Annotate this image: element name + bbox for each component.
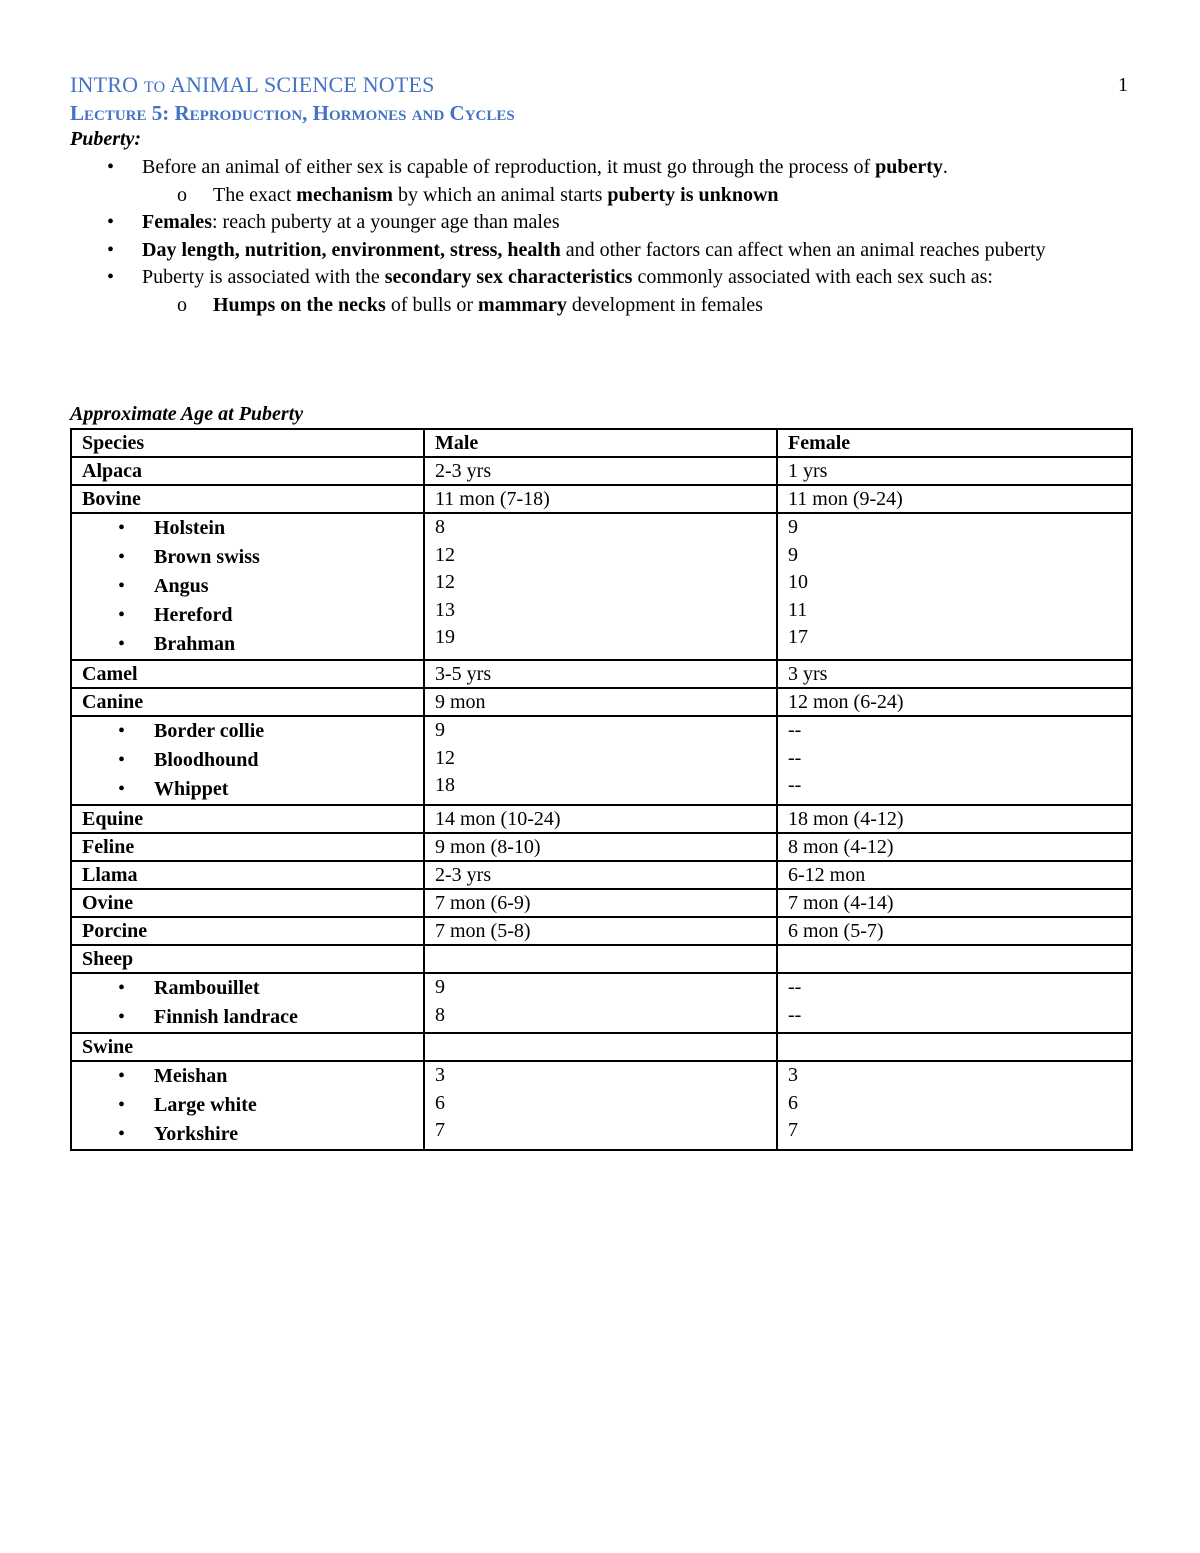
bullet-icon: • [107, 266, 115, 288]
female-age-cell: 7 mon (4-14) [777, 889, 1132, 917]
breed-name: • Holstein [118, 514, 413, 543]
bullet-text: Before an animal of either sex is capable of reproduction, it must go through the process of [142, 156, 876, 178]
breed-female-value: -- [788, 1003, 802, 1026]
breed-male-value: 8 [435, 516, 445, 538]
bullet-bold: Day length, nutrition, environment, stress, health [142, 238, 561, 261]
bullet-bold: Females [142, 211, 212, 233]
document-title [70, 72, 435, 98]
breed-name: • Hereford [118, 601, 413, 630]
breed-female-value: -- [788, 774, 802, 796]
table-row [71, 688, 1132, 716]
puberty-age-table [70, 428, 1133, 1151]
bullet-icon: • [118, 604, 126, 626]
breed-name: • Bloodhound [118, 746, 413, 775]
breed-male-value: 6 [435, 1091, 445, 1114]
column-header-female: Female [777, 429, 1132, 457]
breed-group-row [71, 716, 1132, 805]
bullet-bold: puberty is unknown [607, 183, 779, 206]
bullet-text: by which an animal starts [392, 183, 608, 206]
breed-male-value: 8 [435, 1003, 445, 1026]
table-row [71, 457, 1132, 485]
bullet-bold: puberty [875, 156, 943, 178]
bullet-bold: mechanism [296, 183, 393, 206]
species-cell: Swine [71, 1033, 424, 1061]
breed-female-value: -- [788, 719, 802, 741]
bullet-bold: secondary sex characteristics [384, 266, 633, 288]
bullet-item [70, 237, 1140, 265]
breed-name: • Border collie [118, 717, 413, 746]
title-rest: ANIMAL SCIENCE NOTES [169, 72, 435, 97]
table-row [71, 805, 1132, 833]
breed-group-row [71, 973, 1132, 1033]
breed-name: • Meishan [118, 1062, 413, 1091]
bullet-icon: • [118, 1094, 126, 1116]
breed-names-cell [71, 716, 424, 805]
bullet-item [70, 209, 1140, 237]
female-age-cell: 18 mon (4-12) [777, 805, 1132, 833]
title-to: TO [143, 79, 166, 96]
male-age-cell: 2-3 yrs [424, 861, 777, 889]
column-header-species: Species [71, 429, 424, 457]
bullet-icon: • [118, 749, 126, 771]
male-age-cell: 14 mon (10-24) [424, 805, 777, 833]
table-row [71, 889, 1132, 917]
bullet-icon: • [118, 1006, 126, 1028]
bullet-icon: • [118, 517, 126, 539]
table-row [71, 945, 1132, 973]
breed-male-value: 13 [435, 598, 455, 621]
breed-male-value: 3 [435, 1064, 445, 1086]
species-cell: Canine [71, 688, 424, 716]
breed-male-value: 9 [435, 719, 445, 741]
breed-male-cell [424, 1061, 777, 1150]
breed-male-value: 7 [435, 1119, 445, 1141]
male-age-cell: 11 mon (7-18) [424, 485, 777, 513]
bullet-text: : reach puberty at a younger age than males [211, 211, 560, 233]
breed-male-value: 18 [435, 774, 455, 796]
table-row [71, 833, 1132, 861]
species-cell: Feline [71, 833, 424, 861]
breed-male-value: 12 [435, 543, 455, 566]
table-body [71, 429, 1132, 1150]
breed-name: • Whippet [118, 775, 413, 804]
bullet-icon: • [118, 575, 126, 597]
bullet-icon: • [118, 546, 126, 568]
breed-name: • Rambouillet [118, 974, 413, 1003]
breed-female-value: 9 [788, 516, 798, 538]
female-age-cell [777, 945, 1132, 973]
breed-female-value: -- [788, 976, 802, 998]
bullet-icon: • [118, 633, 126, 655]
lecture-subtitle: Lecture 5: Reproduction, Hormones and Cycles [70, 101, 515, 125]
bullet-icon: • [107, 238, 115, 261]
breed-female-value: 17 [788, 626, 808, 648]
sub-bullet-item [70, 182, 1140, 210]
breed-female-cell [777, 513, 1132, 660]
bullet-text: of bulls or [385, 293, 479, 316]
bullet-icon: • [118, 1065, 126, 1087]
sub-bullet-icon: o [177, 183, 187, 206]
bullet-bold: mammary [478, 293, 567, 316]
bullet-icon: • [107, 211, 115, 233]
breed-male-value: 12 [435, 571, 455, 593]
species-cell: Porcine [71, 917, 424, 945]
male-age-cell: 7 mon (5-8) [424, 917, 777, 945]
breed-female-value: -- [788, 746, 802, 769]
bullet-item [70, 264, 1140, 292]
male-age-cell [424, 1033, 777, 1061]
puberty-bullet-list [70, 154, 1140, 319]
species-cell: Llama [71, 861, 424, 889]
breed-female-value: 3 [788, 1064, 798, 1086]
species-cell: Ovine [71, 889, 424, 917]
male-age-cell: 3-5 yrs [424, 660, 777, 688]
breed-names-cell [71, 1061, 424, 1150]
breed-names-cell [71, 513, 424, 660]
breed-female-cell [777, 973, 1132, 1033]
breed-names-cell [71, 973, 424, 1033]
female-age-cell [777, 1033, 1132, 1061]
species-cell: Bovine [71, 485, 424, 513]
breed-name: • Large white [118, 1091, 413, 1120]
table-row [71, 861, 1132, 889]
bullet-icon: • [118, 778, 126, 800]
breed-name: • Brahman [118, 630, 413, 659]
male-age-cell [424, 945, 777, 973]
bullet-item [70, 154, 1140, 182]
species-cell: Alpaca [71, 457, 424, 485]
column-header-male: Male [424, 429, 777, 457]
breed-male-cell [424, 716, 777, 805]
breed-group-row [71, 1061, 1132, 1150]
male-age-cell: 9 mon (8-10) [424, 833, 777, 861]
breed-male-cell [424, 973, 777, 1033]
bullet-icon: • [118, 720, 126, 742]
breed-name: • Brown swiss [118, 543, 413, 572]
female-age-cell: 1 yrs [777, 457, 1132, 485]
table-header-row [71, 429, 1132, 457]
female-age-cell: 6-12 mon [777, 861, 1132, 889]
female-age-cell: 6 mon (5-7) [777, 917, 1132, 945]
table-row [71, 485, 1132, 513]
breed-female-value: 9 [788, 543, 798, 566]
breed-male-value: 9 [435, 976, 445, 998]
bullet-icon: • [118, 1123, 126, 1145]
breed-female-cell [777, 716, 1132, 805]
page-number: 1 [1118, 74, 1128, 96]
breed-female-cell [777, 1061, 1132, 1150]
bullet-text: commonly associated with each sex such as: [632, 266, 993, 288]
breed-name: • Angus [118, 572, 413, 601]
female-age-cell: 12 mon (6-24) [777, 688, 1132, 716]
breed-group-row [71, 513, 1132, 660]
breed-male-cell [424, 513, 777, 660]
bullet-bold: Humps on the necks [213, 293, 386, 316]
breed-male-value: 12 [435, 746, 455, 769]
breed-female-value: 6 [788, 1091, 798, 1114]
bullet-icon: • [118, 977, 126, 999]
bullet-text: and other factors can affect when an animal reaches puberty [560, 238, 1046, 261]
title-intro: INTRO [70, 72, 139, 97]
male-age-cell: 2-3 yrs [424, 457, 777, 485]
species-cell: Equine [71, 805, 424, 833]
breed-male-value: 19 [435, 626, 455, 648]
breed-name: • Finnish landrace [118, 1003, 413, 1032]
species-cell: Sheep [71, 945, 424, 973]
sub-bullet-icon: o [177, 293, 187, 316]
sub-bullet-item [70, 292, 1140, 320]
bullet-text: . [942, 156, 948, 178]
breed-female-value: 11 [788, 598, 808, 621]
bullet-text: Puberty is associated with the [142, 266, 385, 288]
species-cell: Camel [71, 660, 424, 688]
bullet-icon: • [107, 156, 115, 178]
male-age-cell: 7 mon (6-9) [424, 889, 777, 917]
female-age-cell: 3 yrs [777, 660, 1132, 688]
table-row [71, 1033, 1132, 1061]
breed-female-value: 10 [788, 571, 808, 593]
female-age-cell: 8 mon (4-12) [777, 833, 1132, 861]
breed-name: • Yorkshire [118, 1120, 413, 1149]
female-age-cell: 11 mon (9-24) [777, 485, 1132, 513]
breed-female-value: 7 [788, 1119, 798, 1141]
bullet-text: development in females [566, 293, 763, 316]
table-caption: Approximate Age at Puberty [70, 403, 304, 425]
bullet-text: The exact [213, 183, 297, 206]
section-heading-puberty: Puberty: [70, 128, 142, 150]
male-age-cell: 9 mon [424, 688, 777, 716]
table-row [71, 917, 1132, 945]
table-row [71, 660, 1132, 688]
